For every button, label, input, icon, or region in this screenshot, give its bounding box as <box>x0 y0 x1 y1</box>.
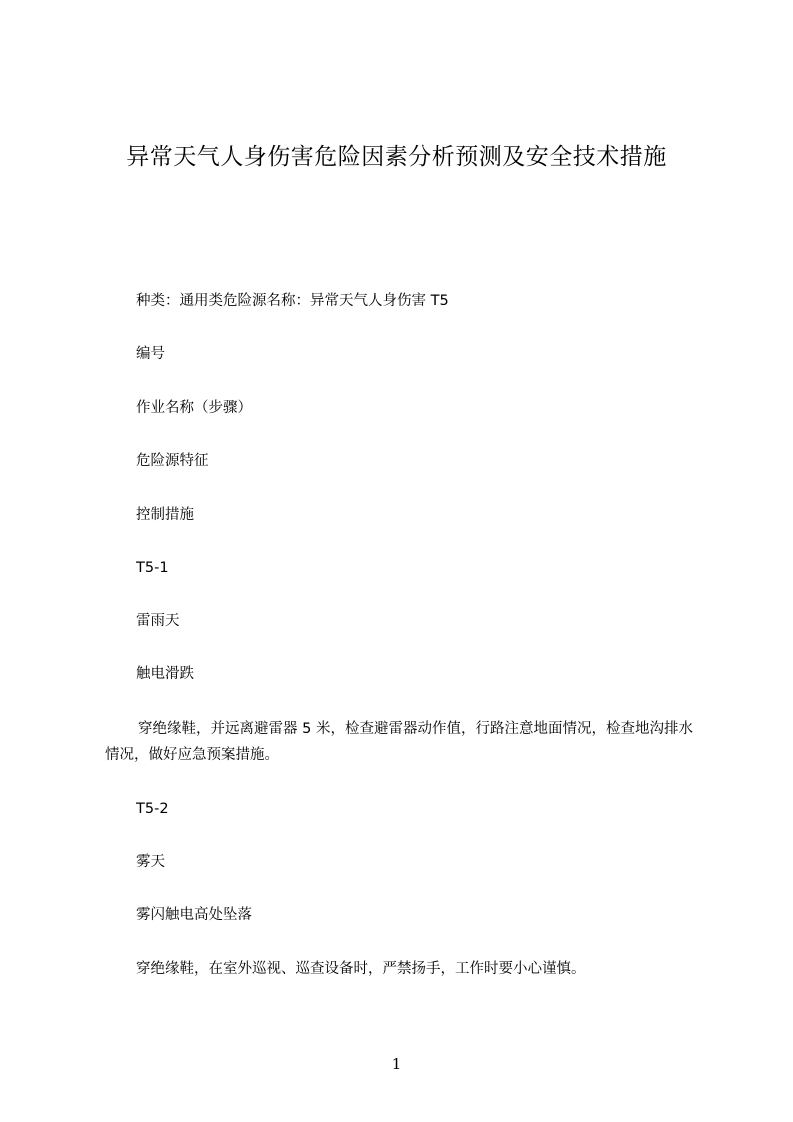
item-task: 雾天 <box>136 854 165 870</box>
document-title: 异常天气人身伤害危险因素分析预测及安全技术措施 <box>126 144 667 170</box>
header-number: 编号 <box>136 346 165 362</box>
item-hazard: 触电滑跌 <box>136 666 194 682</box>
item-control: 穿绝缘鞋，在室外巡视、巡查设备时，严禁扬手，工作时要小心谨慎。 <box>136 961 586 977</box>
item-code: T5-2 <box>136 801 169 817</box>
header-task: 作业名称（步骤） <box>136 400 252 416</box>
header-control: 控制措施 <box>136 507 194 523</box>
page-number: 1 <box>391 1055 402 1073</box>
item-control: 穿绝缘鞋，并远离避雷器 5 米，检查避雷器动作值，行路注意地面情况，检查地沟排水情况，做好应急预案措施。 <box>105 721 693 763</box>
item-code: T5-1 <box>136 560 169 576</box>
category-line: 种类：通用类危险源名称：异常天气人身伤害 T5 <box>136 293 449 309</box>
item-task: 雷雨天 <box>136 613 180 629</box>
item-hazard: 雾闪触电高处坠落 <box>136 907 252 923</box>
header-hazard: 危险源特征 <box>136 453 209 469</box>
